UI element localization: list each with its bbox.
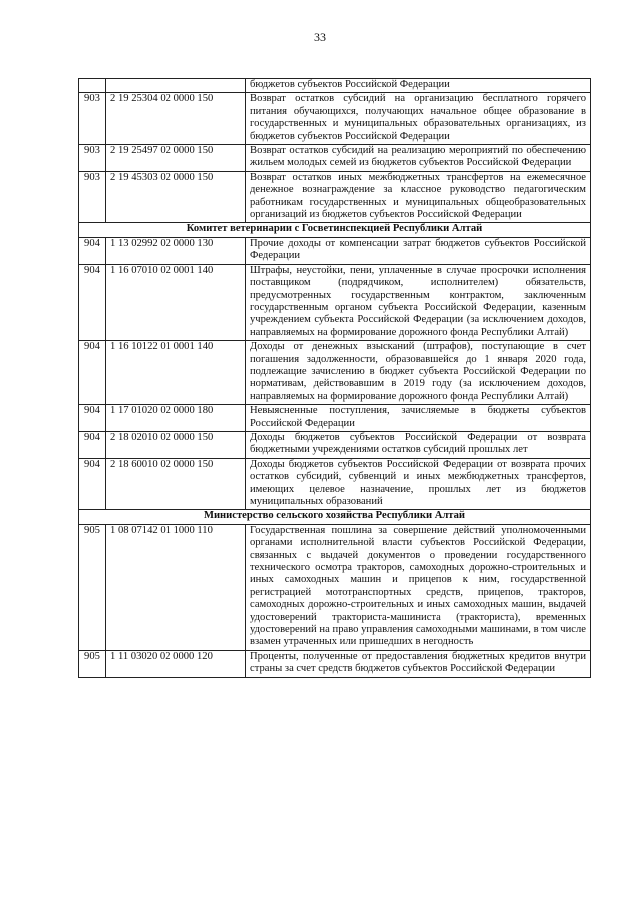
admin-code: 904 (79, 431, 106, 458)
budget-code (106, 79, 246, 93)
budget-classification-table (78, 78, 591, 678)
budget-code: 1 17 01020 02 0000 180 (106, 405, 246, 432)
income-description: Прочие доходы от компенсации затрат бюджетов субъектов Российской Федерации (246, 237, 591, 264)
section-row (79, 223, 591, 237)
budget-code: 2 19 45303 02 0000 150 (106, 171, 246, 223)
section-heading: Министерство сельского хозяйства Республики Алтай (79, 510, 591, 524)
income-description: Возврат остатков субсидий на организацию бесплатного горячего питания обучающихся, получающих начальное общее образование в государственных и муниципальных образовательных организациях, из бюджетов субъектов Российской Федерации (246, 93, 591, 145)
admin-code (79, 79, 106, 93)
table-row (79, 79, 591, 93)
admin-code: 905 (79, 650, 106, 677)
income-description: Доходы бюджетов субъектов Российской Федерации от возврата прочих остатков субсидий, субвенций и иных межбюджетных трансфертов, имеющих целевое назначение, прошлых лет из бюджетов муниципальных образований (246, 458, 591, 510)
budget-code: 2 19 25497 02 0000 150 (106, 145, 246, 172)
table-row (79, 405, 591, 432)
budget-code: 1 16 07010 02 0001 140 (106, 264, 246, 340)
admin-code: 903 (79, 145, 106, 172)
budget-code: 2 19 25304 02 0000 150 (106, 93, 246, 145)
admin-code: 905 (79, 524, 106, 650)
section-row (79, 510, 591, 524)
income-description: Проценты, полученные от предоставления бюджетных кредитов внутри страны за счет средств бюджетов субъектов Российской Федерации (246, 650, 591, 677)
table-row (79, 458, 591, 510)
admin-code: 904 (79, 458, 106, 510)
budget-code: 2 18 60010 02 0000 150 (106, 458, 246, 510)
table-row (79, 93, 591, 145)
table-row (79, 171, 591, 223)
table-row (79, 431, 591, 458)
table-row (79, 524, 591, 650)
income-description: Доходы от денежных взысканий (штрафов), поступающие в счет погашения задолженности, образовавшейся до 1 января 2020 года, подлежащие зачислению в бюджет субъекта Российской Федерации по нормативам, действовавшим в 2019 году (за исключением доходов, направляемых на формирование дорожного фонда Республики Алтай) (246, 341, 591, 405)
budget-code: 1 13 02992 02 0000 130 (106, 237, 246, 264)
table-row (79, 237, 591, 264)
income-description: Государственная пошлина за совершение действий уполномоченными органами исполнительной власти субъектов Российской Федерации, связанных с выдачей документов о проведении государственного технического осмотра тракторов, самоходных дорожно-строительных и иных самоходных машин и прицепов к ним, государственной регистрацией мототранспортных средств, прицепов, тракторов, самоходных дорожно-строительных и иных самоходных машин, выдачей удостоверений тракториста-машиниста (тракториста), временных удостоверений на право управления самоходными машинами, в том числе взамен утраченных или пришедших в негодность (246, 524, 591, 650)
income-description: Возврат остатков иных межбюджетных трансфертов на ежемесячное денежное вознаграждение за классное руководство педагогическим работникам государственных и муниципальных общеобразовательных организаций из бюджетов субъектов Российской Федерации (246, 171, 591, 223)
table-row (79, 264, 591, 340)
admin-code: 904 (79, 341, 106, 405)
income-description: Невыясненные поступления, зачисляемые в бюджеты субъектов Российской Федерации (246, 405, 591, 432)
income-description: бюджетов субъектов Российской Федерации (246, 79, 591, 93)
income-description: Доходы бюджетов субъектов Российской Федерации от возврата бюджетными учреждениями остатков субсидий прошлых лет (246, 431, 591, 458)
admin-code: 904 (79, 405, 106, 432)
admin-code: 903 (79, 93, 106, 145)
budget-code: 2 18 02010 02 0000 150 (106, 431, 246, 458)
page-number: 33 (314, 30, 326, 44)
income-description: Штрафы, неустойки, пени, уплаченные в случае просрочки исполнения поставщиком (подрядчиком, исполнителем) обязательств, предусмотренных государственным контрактом, заключенным государственным органом субъекта Российской Федерации, казенным учреждением субъекта Российской Федерации (за исключением доходов, направляемых на формирование дорожного фонда Республики Алтай) (246, 264, 591, 340)
income-description: Возврат остатков субсидий на реализацию мероприятий по обеспечению жильем молодых семей из бюджетов субъектов Российской Федерации (246, 145, 591, 172)
table-row (79, 650, 591, 677)
budget-code: 1 11 03020 02 0000 120 (106, 650, 246, 677)
section-heading: Комитет ветеринарии с Госветинспекцией Республики Алтай (79, 223, 591, 237)
table-row (79, 145, 591, 172)
budget-code: 1 16 10122 01 0001 140 (106, 341, 246, 405)
table-row (79, 341, 591, 405)
admin-code: 904 (79, 264, 106, 340)
budget-code: 1 08 07142 01 1000 110 (106, 524, 246, 650)
admin-code: 904 (79, 237, 106, 264)
admin-code: 903 (79, 171, 106, 223)
